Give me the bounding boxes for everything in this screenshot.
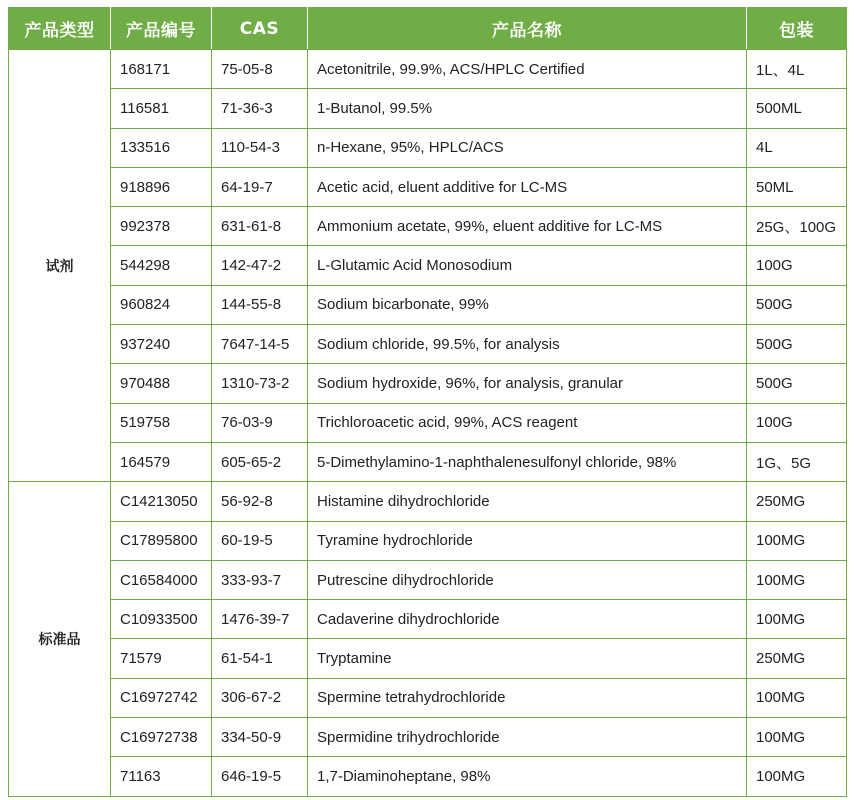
cas-cell: 71-36-3	[212, 89, 308, 128]
header-product-id: 产品编号	[111, 8, 212, 50]
header-product-name: 产品名称	[308, 8, 747, 50]
table-body	[9, 50, 847, 797]
table-row	[9, 89, 847, 128]
package-cell: 250MG	[747, 482, 847, 521]
package-cell: 100G	[747, 403, 847, 442]
table-row	[9, 718, 847, 757]
product-name-cell: Sodium hydroxide, 96%, for analysis, granular	[308, 364, 747, 403]
cas-cell: 333-93-7	[212, 560, 308, 599]
cas-cell: 75-05-8	[212, 50, 308, 89]
cas-cell: 142-47-2	[212, 246, 308, 285]
product-id-cell: 544298	[111, 246, 212, 285]
product-type-cell: 试剂	[9, 50, 111, 482]
table-row	[9, 128, 847, 167]
product-table	[8, 7, 847, 797]
product-table-container	[8, 7, 846, 797]
cas-cell: 1310-73-2	[212, 364, 308, 403]
header-cas: CAS	[212, 8, 308, 50]
product-name-cell: Sodium chloride, 99.5%, for analysis	[308, 325, 747, 364]
product-id-cell: 918896	[111, 167, 212, 206]
cas-cell: 64-19-7	[212, 167, 308, 206]
table-row	[9, 207, 847, 246]
cas-cell: 144-55-8	[212, 285, 308, 324]
product-id-cell: 71579	[111, 639, 212, 678]
product-id-cell: C17895800	[111, 521, 212, 560]
cas-cell: 110-54-3	[212, 128, 308, 167]
product-type-cell: 标准品	[9, 482, 111, 796]
table-row	[9, 364, 847, 403]
product-id-cell: 168171	[111, 50, 212, 89]
cas-cell: 334-50-9	[212, 718, 308, 757]
table-row	[9, 757, 847, 796]
table-row	[9, 50, 847, 89]
product-name-cell: Spermidine trihydrochloride	[308, 718, 747, 757]
cas-cell: 1476-39-7	[212, 600, 308, 639]
product-name-cell: 5-Dimethylamino-1-naphthalenesulfonyl chloride, 98%	[308, 442, 747, 481]
product-name-cell: Acetic acid, eluent additive for LC-MS	[308, 167, 747, 206]
package-cell: 1G、5G	[747, 442, 847, 481]
product-name-cell: Spermine tetrahydrochloride	[308, 678, 747, 717]
product-name-cell: Putrescine dihydrochloride	[308, 560, 747, 599]
product-id-cell: 992378	[111, 207, 212, 246]
product-id-cell: 937240	[111, 325, 212, 364]
cas-cell: 61-54-1	[212, 639, 308, 678]
package-cell: 100MG	[747, 600, 847, 639]
package-cell: 500ML	[747, 89, 847, 128]
product-name-cell: Histamine dihydrochloride	[308, 482, 747, 521]
product-id-cell: 133516	[111, 128, 212, 167]
package-cell: 50ML	[747, 167, 847, 206]
product-id-cell: 71163	[111, 757, 212, 796]
package-cell: 25G、100G	[747, 207, 847, 246]
product-id-cell: 970488	[111, 364, 212, 403]
package-cell: 4L	[747, 128, 847, 167]
product-id-cell: 116581	[111, 89, 212, 128]
table-row	[9, 639, 847, 678]
package-cell: 500G	[747, 364, 847, 403]
table-row	[9, 167, 847, 206]
header-product-type: 产品类型	[9, 8, 111, 50]
header-row	[9, 8, 847, 50]
table-row	[9, 521, 847, 560]
cas-cell: 631-61-8	[212, 207, 308, 246]
table-row	[9, 285, 847, 324]
product-name-cell: n-Hexane, 95%, HPLC/ACS	[308, 128, 747, 167]
cas-cell: 646-19-5	[212, 757, 308, 796]
package-cell: 100G	[747, 246, 847, 285]
cas-cell: 605-65-2	[212, 442, 308, 481]
package-cell: 1L、4L	[747, 50, 847, 89]
product-name-cell: Sodium bicarbonate, 99%	[308, 285, 747, 324]
product-id-cell: C14213050	[111, 482, 212, 521]
cas-cell: 76-03-9	[212, 403, 308, 442]
package-cell: 500G	[747, 285, 847, 324]
header-package: 包装	[747, 8, 847, 50]
product-id-cell: 519758	[111, 403, 212, 442]
package-cell: 100MG	[747, 678, 847, 717]
table-row	[9, 403, 847, 442]
product-id-cell: 960824	[111, 285, 212, 324]
table-row	[9, 560, 847, 599]
product-name-cell: Acetonitrile, 99.9%, ACS/HPLC Certified	[308, 50, 747, 89]
product-id-cell: C16584000	[111, 560, 212, 599]
table-row	[9, 325, 847, 364]
table-row	[9, 442, 847, 481]
cas-cell: 56-92-8	[212, 482, 308, 521]
table-row	[9, 482, 847, 521]
package-cell: 100MG	[747, 560, 847, 599]
table-row	[9, 246, 847, 285]
table-row	[9, 600, 847, 639]
product-id-cell: C10933500	[111, 600, 212, 639]
package-cell: 100MG	[747, 757, 847, 796]
package-cell: 100MG	[747, 521, 847, 560]
product-name-cell: Tyramine hydrochloride	[308, 521, 747, 560]
table-row	[9, 678, 847, 717]
package-cell: 500G	[747, 325, 847, 364]
product-name-cell: Cadaverine dihydrochloride	[308, 600, 747, 639]
product-name-cell: 1,7-Diaminoheptane, 98%	[308, 757, 747, 796]
cas-cell: 60-19-5	[212, 521, 308, 560]
product-id-cell: C16972742	[111, 678, 212, 717]
cas-cell: 306-67-2	[212, 678, 308, 717]
product-name-cell: Ammonium acetate, 99%, eluent additive for LC-MS	[308, 207, 747, 246]
product-id-cell: C16972738	[111, 718, 212, 757]
product-id-cell: 164579	[111, 442, 212, 481]
product-name-cell: L-Glutamic Acid Monosodium	[308, 246, 747, 285]
product-name-cell: Tryptamine	[308, 639, 747, 678]
product-name-cell: Trichloroacetic acid, 99%, ACS reagent	[308, 403, 747, 442]
package-cell: 100MG	[747, 718, 847, 757]
package-cell: 250MG	[747, 639, 847, 678]
cas-cell: 7647-14-5	[212, 325, 308, 364]
product-name-cell: 1-Butanol, 99.5%	[308, 89, 747, 128]
